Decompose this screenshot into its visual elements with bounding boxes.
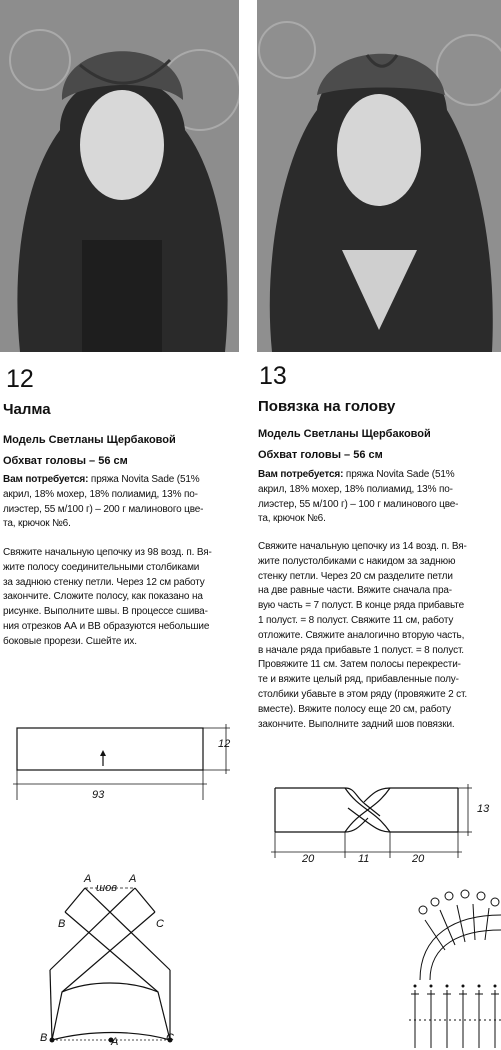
headband-dimension-left: 20: [302, 853, 315, 865]
headband-model-photo: [257, 0, 501, 352]
turban-author: Модель Светланы Щербаковой: [3, 434, 176, 446]
turban-label-a-left: A: [84, 873, 92, 885]
turban-width-dimension: 93: [92, 789, 105, 801]
headband-dimension-right: 20: [412, 853, 425, 865]
turban-strip-diagram: [0, 700, 245, 810]
turban-instructions: Свяжите начальную цепочку из 98 возд. п. Вя- жите полосу соединительными столбиками за заднюю стенку петли. Через 12 см работу закончите. Сложите полосу, как показано на рисунке. Выполните швы. В процессе сшива- ния отрезков АА и ВВ образуются небольшие боковые прорези. Сшейте их.: [3, 547, 212, 647]
turban-title: Чалма: [3, 401, 51, 418]
turban-label-c-upper: C: [156, 918, 164, 930]
headband-title: Повязка на голову: [258, 398, 396, 415]
headband-schematic-diagram: [260, 780, 500, 860]
headband-instructions: Свяжите начальную цепочку из 14 возд. п. Вя- жите полустолбиками с накидом за заднюю стенку петли. Через 20 см разделите петли на две равные части. Вяжите сначала пра- вую часть = 7 полуст. В конце ряда прибавьте 1 полуст. = 8 полуст. Свяжите 11 см, работу отложите. Свяжите аналогично вторую часть, в начале ряда прибавьте 1 полуст. = 8 полуст. Провяжите 11 см. Затем полосы перекрести- те и вяжите целый ряд, прибавленные полу- столбики убавьте в этом ряду (провяжите 2 ст. вместе). Вяжите полосу еще 20 см, работу закончите. Выполните задний шов повязки.: [258, 541, 467, 730]
photo-gutter: [239, 0, 257, 352]
headband-materials: Вам потребуется: пряжа Novita Sade (51% акрил, 18% мохер, 18% полиамид, 13% по- лиэстер, 55 м/100 г) – 100 г малинового цве- та, крючок №6.: [258, 469, 459, 525]
headband-head-size: Обхват головы – 56 см: [258, 449, 383, 461]
turban-label-b-upper: B: [58, 918, 66, 930]
pattern-number-12: 12: [6, 365, 34, 393]
crochet-stitch-chart: [405, 880, 501, 1050]
turban-label-a-right: A: [129, 873, 137, 885]
headband-height-dimension: 13: [477, 803, 490, 815]
turban-folding-diagram: [40, 880, 200, 1050]
turban-materials-label: Вам потребуется:: [3, 474, 89, 485]
turban-label-seam: шов: [96, 882, 117, 894]
headband-dimension-middle: 11: [358, 853, 370, 865]
turban-model-photo: [0, 0, 239, 352]
turban-height-dimension: 12: [218, 738, 231, 750]
turban-label-a-lower: A: [111, 1036, 119, 1048]
turban-materials: Вам потребуется: пряжа Novita Sade (51% акрил, 18% мохер, 18% полиамид, 13% по- лиэстер, 55 м/100 г) – 200 г малинового цве- та, крючок №6.: [3, 474, 204, 530]
turban-label-c-lower: C: [166, 1032, 174, 1044]
headband-author: Модель Светланы Щербаковой: [258, 428, 431, 440]
headband-materials-label: Вам потребуется:: [258, 469, 344, 480]
turban-label-b-lower: B: [40, 1032, 48, 1044]
turban-head-size: Обхват головы – 56 см: [3, 455, 128, 467]
pattern-number-13: 13: [259, 362, 287, 390]
